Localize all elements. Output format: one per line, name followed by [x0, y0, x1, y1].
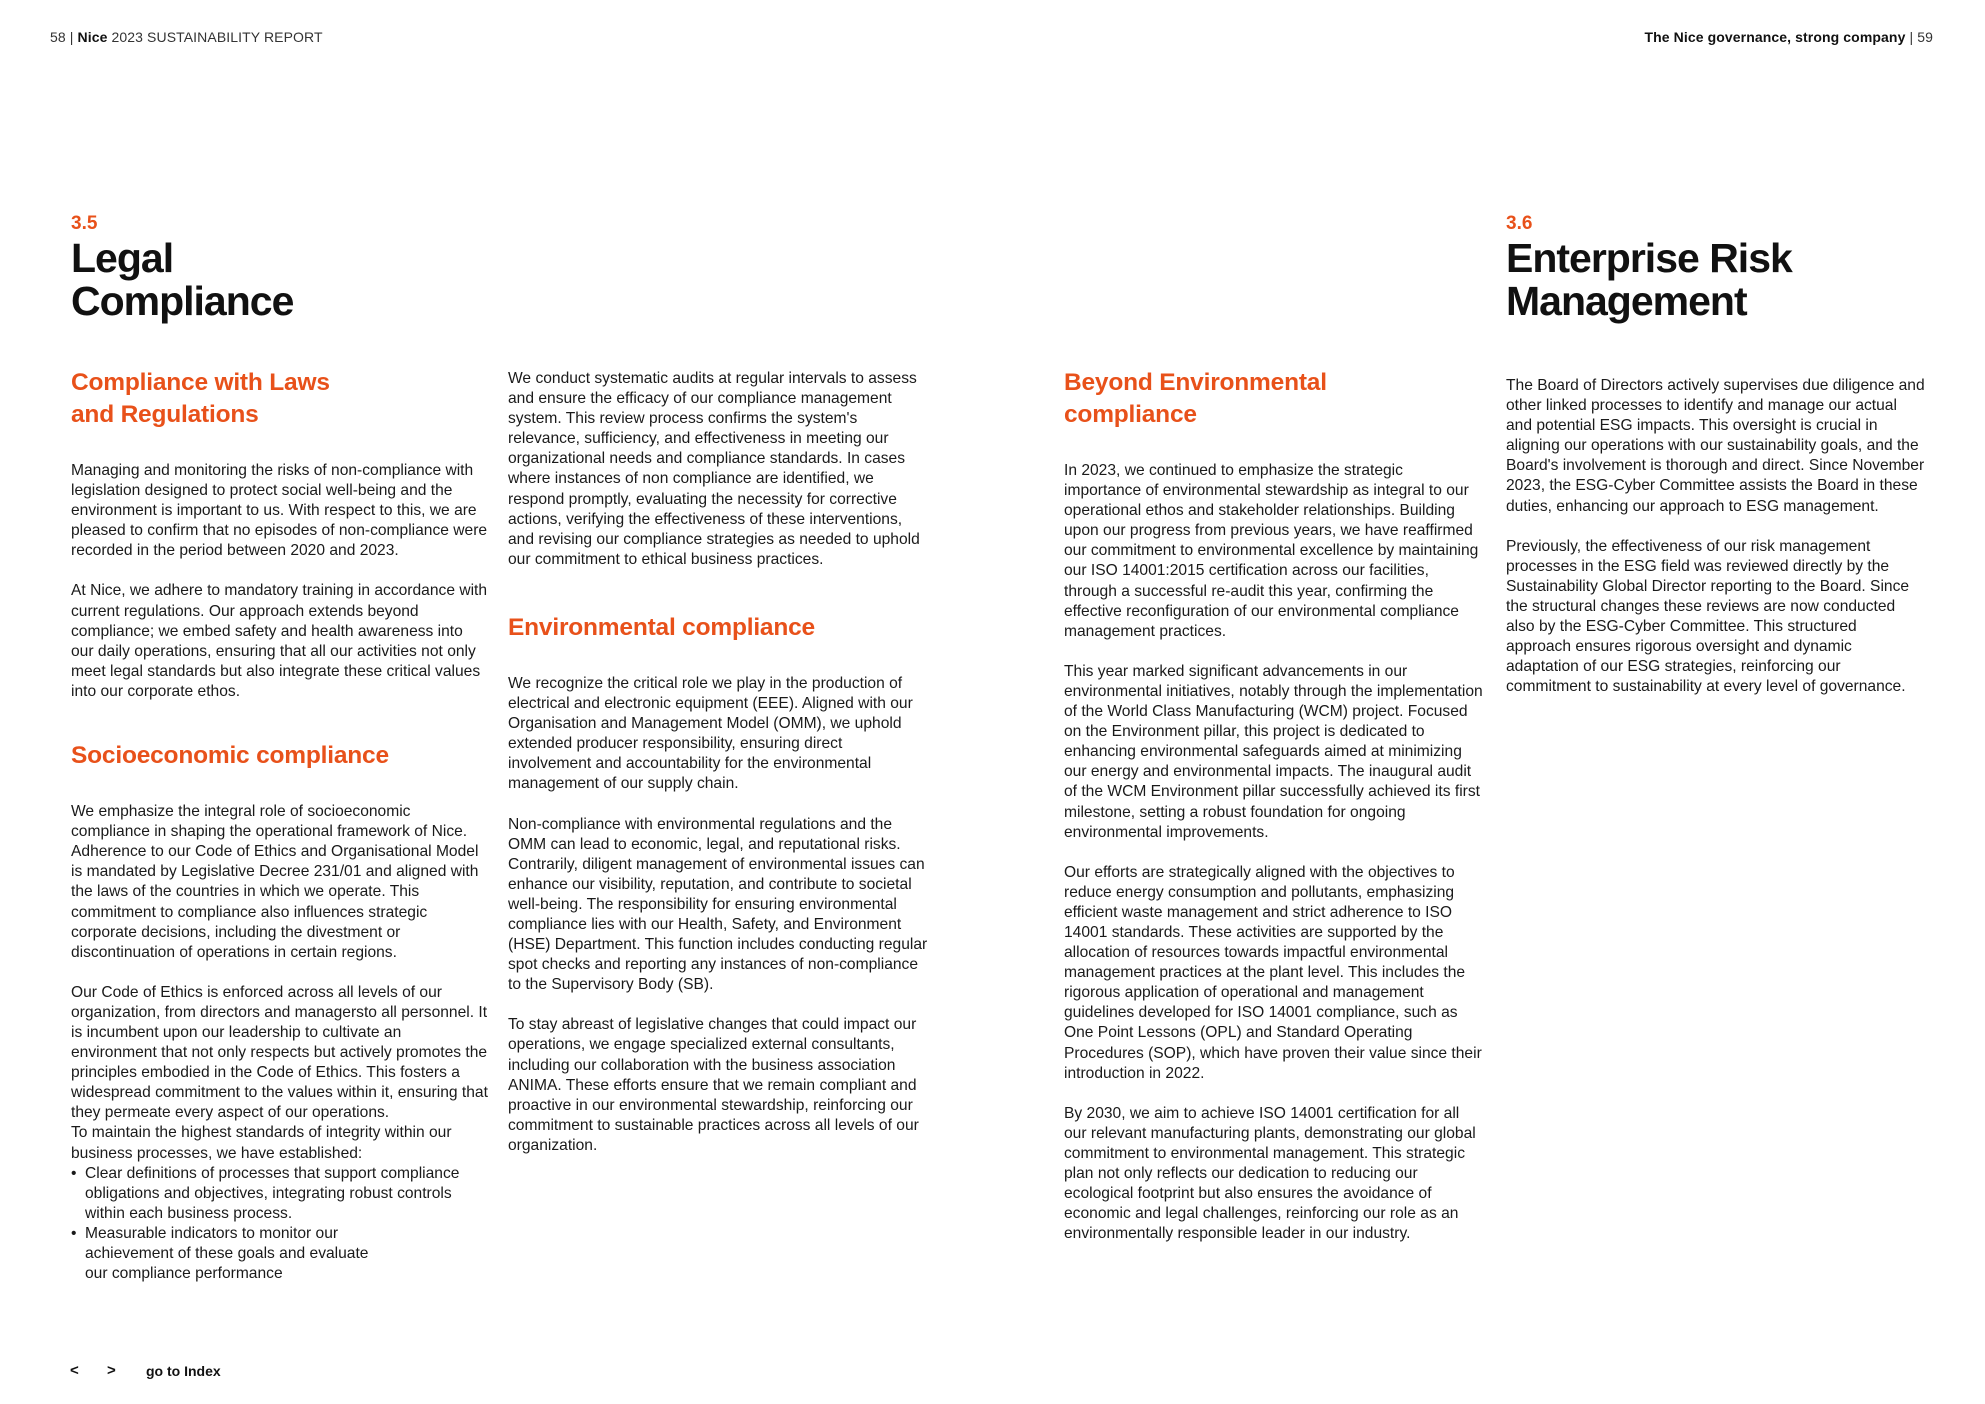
page-header-right [1644, 29, 1933, 45]
chapter-title: The Nice governance, strong company [1644, 29, 1906, 45]
brand-name: Nice [77, 29, 108, 45]
list-item: • Clear definitions of processes that support compliance obligations and objectives, integrating robust controls within each business process. [71, 1164, 489, 1224]
report-title: 2023 SUSTAINABILITY REPORT [111, 29, 323, 45]
subsection-heading [1064, 367, 1484, 431]
page-number-right: 59 [1917, 29, 1933, 45]
section-title-line: Management [1506, 278, 1747, 324]
page-header-left [50, 29, 323, 45]
subsection-heading [71, 367, 489, 431]
paragraph: This year marked significant advancements in our environmental initiatives, notably through the implementation of the World Class Manufacturing (WCM) project. Focused on the Environment pillar, this project is dedicated to enhancing environmental safeguards aimed at minimizing our energy and environmental impacts. The inaugural audit of the WCM Environment pillar successfully achieved its first milestone, setting a robust foundation for ongoing environmental improvements. [1064, 662, 1483, 841]
paragraph: We conduct systematic audits at regular intervals to assess and ensure the efficacy of our compliance management system. This review process confirms the system's relevance, sufficiency, and effectiveness in meeting our organizational needs and compliance standards. In cases where instances of non compliance are identified, we respond promptly, evaluating the necessity for corrective actions, verifying the effectiveness of these interventions, and revising our compliance strategies as needed to uphold our commitment to ethical business practices. [508, 370, 920, 568]
paragraph: Non-compliance with environmental regulations and the OMM can lead to economic, legal, and reputational risks. Contrarily, diligent management of environmental issues can enhance our visibility, reputation, and contribute to societal well-being. The responsibility for ensuring environmental compliance lies with our Health, Safety, and Environment (HSE) Department. This function includes conducting regular spot checks and reporting any instances of non-compliance to the Supervisory Body (SB). [508, 815, 928, 994]
text-column [1506, 376, 1926, 717]
subsection-heading: Environmental compliance [508, 613, 815, 641]
paragraph: At Nice, we adhere to mandatory training in accordance with current regulations. Our approach extends beyond compliance; we embed safety and health awareness into our daily operations, ensuring that all our activities not only meet legal standards but also integrate these critical values into our corporate ethos. [71, 582, 488, 700]
paragraph: Our efforts are strategically aligned with the objectives to reduce energy consumption and pollutants, emphasizing efficient waste management and strict adherence to ISO 14001 standards. These activities are supported by the allocation of resources towards impactful environmental management practices at the plant level. This includes the rigorous application of operational and management guidelines developed for ISO 14001 compliance, such as One Point Lessons (OPL) and Standard Operating Procedures (SOP), which have proven their value since their introduction in 2022. [1064, 863, 1482, 1082]
paragraph: Our Code of Ethics is enforced across all levels of our organization, from directors and managersto all personnel. It is incumbent upon our leadership to cultivate an environment that not only respects but actively promotes the principles embodied in the Code of Ethics. This fosters a widespread commitment to the values within it, ensuring that they permeate every aspect of our operations. [71, 983, 488, 1122]
list-item-line: our compliance performance [85, 1265, 283, 1283]
paragraph: Managing and monitoring the risks of non-compliance with legislation designed to protect social well-being and the environment is important to us. With respect to this, we are pleased to confirm that no episodes of non-compliance were recorded in the period between 2020 and 2023. [71, 462, 488, 560]
heading-line: and Regulations [71, 401, 259, 428]
heading-line: Beyond Environmental [1064, 369, 1327, 396]
paragraph: To maintain the highest standards of integrity within our business processes, we have established: [71, 1124, 452, 1162]
header-separator: | [1909, 29, 1914, 45]
text-column [71, 367, 489, 1284]
text-column [508, 369, 928, 1176]
heading-line: Compliance with Laws [71, 369, 330, 396]
heading-line: compliance [1064, 401, 1197, 428]
paragraph: By 2030, we aim to achieve ISO 14001 certification for all our relevant manufacturing plants, demonstrating our global commitment to environmental management. This strategic plan not only reflects our dedication to reducing our ecological footprint but also ensures the avoidance of economic and legal challenges, reinforcing our role as an environmentally responsible leader in our industry. [1064, 1104, 1476, 1243]
section-title-line: Legal [71, 235, 174, 281]
paragraph: We recognize the critical role we play in the production of electrical and electronic equipment (EEE). Aligned with our Organisation and Management Model (OMM), we uphold extended producer responsibility, ensuring direct involvement and accountability for the environmental management of our supply chain. [508, 674, 913, 793]
next-page-button[interactable]: > [107, 1362, 116, 1379]
go-to-index-link[interactable]: go to Index [146, 1362, 221, 1379]
paragraph: To stay abreast of legislative changes that could impact our operations, we engage specialized external consultants, including our collaboration with the business association ANIMA. These efforts ensure that we remain compliant and proactive in our environmental stewardship, reinforcing our commitment to sustainable practices across all levels of our organization. [508, 1016, 919, 1154]
list-item-line: Measurable indicators to monitor our [85, 1224, 339, 1242]
list-item-line: achievement of these goals and evaluate [85, 1245, 369, 1262]
list-item [71, 1224, 489, 1284]
subsection-heading: Socioeconomic compliance [71, 742, 389, 770]
previous-page-button[interactable]: < [70, 1362, 79, 1379]
paragraph: Previously, the effectiveness of our risk management processes in the ESG field was reviewed directly by the Sustainability Global Director reporting to the Board. Since the structural changes these reviews are now conducted also by the ESG-Cyber Committee. This structured approach ensures rigorous oversight and dynamic adaptation of our ESG strategies, reinforcing our commitment to sustainability at every level of governance. [1506, 537, 1910, 696]
paragraph: In 2023, we continued to emphasize the strategic importance of environmental stewardship as integral to our operational ethos and stakeholder relationships. Building upon our progress from previous years, we have reaffirmed our commitment to environmental excellence by maintaining our ISO 14001:2015 certification across our facilities, through a successful re-audit this year, confirming the effective reconfiguration of our environmental compliance management practices. [1064, 462, 1479, 640]
section-title [1506, 237, 1792, 323]
text-column [1064, 367, 1484, 1264]
paragraph: We emphasize the integral role of socioeconomic compliance in shaping the operational framework of Nice. Adherence to our Code of Ethics and Organisational Model is mandated by Legislative Decree 231/01 and aligned with the laws of the countries in which we operate. This commitment to compliance also influences strategic corporate decisions, including the divestment or discontinuation of operations in certain regions. [71, 803, 479, 961]
section-title [71, 237, 293, 323]
page-number-left: 58 [50, 29, 66, 45]
bullet-list [71, 1164, 489, 1285]
footer-navigation [70, 1362, 221, 1379]
section-number: 3.6 [1506, 213, 1533, 234]
section-title-line: Compliance [71, 278, 294, 324]
paragraph: The Board of Directors actively supervises due diligence and other linked processes to identify and manage our actual and potential ESG impacts. This oversight is crucial in aligning our operations with our sustainability goals, and the Board's involvement is thorough and direct. Since November 2023, the ESG-Cyber Committee assists the Board in these duties, enhancing our approach to ESG management. [1506, 377, 1925, 515]
section-title-line: Enterprise Risk [1506, 235, 1792, 281]
section-number: 3.5 [71, 213, 98, 234]
header-separator: | [69, 29, 74, 45]
